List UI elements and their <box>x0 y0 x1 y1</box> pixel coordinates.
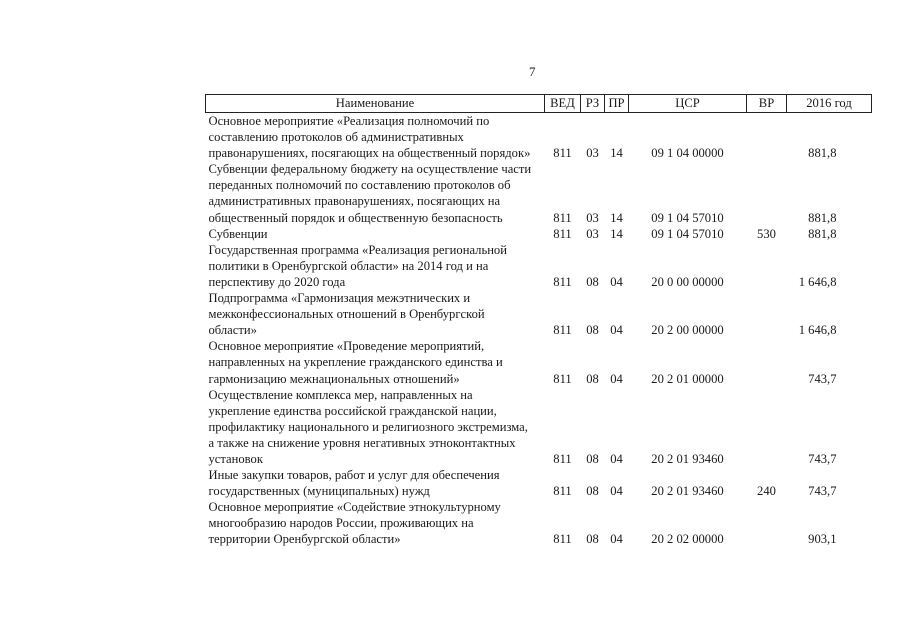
table-row <box>206 161 872 225</box>
header-year: 2016 год <box>787 95 872 113</box>
row-vr <box>747 113 787 162</box>
row-name <box>206 226 545 242</box>
row-name <box>206 387 545 467</box>
row-sum: 1 646,8 <box>798 323 837 338</box>
row-name-line: Субвенции федеральному бюджету на осуществление части <box>208 162 532 177</box>
row-name <box>206 467 545 499</box>
row-name <box>206 338 545 386</box>
row-name-line: Осуществление комплекса мер, направленных на <box>208 387 473 402</box>
row-pr: 04 <box>610 484 623 499</box>
table-row <box>206 242 872 290</box>
table-row <box>206 226 872 242</box>
row-vr <box>747 499 787 547</box>
row-pr: 04 <box>610 532 623 547</box>
header-rz: РЗ <box>581 95 605 113</box>
row-name-line: Субвенции <box>208 226 268 241</box>
row-pr: 14 <box>610 226 623 241</box>
row-ved: 811 <box>553 210 572 225</box>
row-name <box>206 242 545 290</box>
row-rz: 03 <box>586 226 599 241</box>
row-name-line: территории Оренбургской области» <box>208 532 401 547</box>
row-ved: 811 <box>553 371 572 386</box>
header-pr: ПР <box>605 95 629 113</box>
row-name-line: Основное мероприятие «Содействие этнокультурному <box>208 500 501 515</box>
row-ved: 811 <box>553 274 572 289</box>
row-name <box>206 499 545 547</box>
row-sum: 903,1 <box>808 532 837 547</box>
header-name: Наименование <box>206 95 545 113</box>
table-header-row <box>206 95 872 113</box>
row-vr <box>747 242 787 290</box>
header-ved: ВЕД <box>545 95 581 113</box>
table-row <box>206 387 872 467</box>
row-name-line: общественный порядок и общественную безопасность <box>208 210 503 225</box>
row-name <box>206 161 545 225</box>
row-name-line: административных правонарушениях, посягающих на <box>208 194 501 209</box>
row-rz: 03 <box>586 210 599 225</box>
row-rz: 08 <box>586 371 599 386</box>
row-sum: 881,8 <box>808 226 837 241</box>
row-name-line: перспективу до 2020 года <box>208 274 346 289</box>
row-name <box>206 290 545 338</box>
row-vr <box>747 387 787 467</box>
row-vr: 530 <box>757 226 776 241</box>
row-sum: 881,8 <box>808 210 837 225</box>
row-ved: 811 <box>553 226 572 241</box>
row-pr: 04 <box>610 323 623 338</box>
row-pr: 14 <box>610 146 623 161</box>
table-row <box>206 113 872 162</box>
table-row <box>206 338 872 386</box>
table-body <box>206 113 872 548</box>
row-rz: 08 <box>586 484 599 499</box>
row-ved: 811 <box>553 484 572 499</box>
row-name-line: политики в Оренбургской области» на 2014 год и на <box>208 258 489 273</box>
row-pr: 04 <box>610 274 623 289</box>
row-rz: 03 <box>586 146 599 161</box>
row-pr: 04 <box>610 451 623 466</box>
row-name-line: Основное мероприятие «Проведение мероприятий, <box>208 339 485 354</box>
row-name-line: Государственная программа «Реализация региональной <box>208 242 507 257</box>
row-rz: 08 <box>586 323 599 338</box>
row-csr: 20 0 00 00000 <box>651 274 724 289</box>
row-pr: 14 <box>610 210 623 225</box>
row-name-line: государственных (муниципальных) нужд <box>208 484 430 499</box>
row-csr: 09 1 04 00000 <box>651 146 724 161</box>
page-number: 7 <box>529 64 536 79</box>
row-vr <box>747 338 787 386</box>
budget-table <box>205 94 872 548</box>
row-vr: 240 <box>757 484 776 499</box>
row-vr <box>747 290 787 338</box>
row-name-line: области» <box>208 323 257 338</box>
row-ved: 811 <box>553 532 572 547</box>
row-ved: 811 <box>553 451 572 466</box>
row-name-line: профилактику национального и религиозного экстремизма, <box>208 419 528 434</box>
row-sum: 743,7 <box>808 484 837 499</box>
table-row <box>206 290 872 338</box>
row-vr <box>747 161 787 225</box>
row-sum: 1 646,8 <box>798 274 837 289</box>
row-ved: 811 <box>553 323 572 338</box>
header-vr: ВР <box>747 95 787 113</box>
row-name-line: правонарушениях, посягающих на общественный порядок» <box>208 146 531 161</box>
row-csr: 09 1 04 57010 <box>651 210 724 225</box>
row-sum: 743,7 <box>808 371 837 386</box>
row-name-line: Иные закупки товаров, работ и услуг для обеспечения <box>208 468 500 483</box>
row-rz: 08 <box>586 451 599 466</box>
row-pr: 04 <box>610 371 623 386</box>
row-csr: 20 2 01 93460 <box>651 451 724 466</box>
row-rz: 08 <box>586 532 599 547</box>
row-name-line: Подпрограмма «Гармонизация межэтнических и <box>208 291 471 306</box>
row-name-line: Основное мероприятие «Реализация полномочий по <box>208 114 490 128</box>
row-name-line: переданных полномочий по составлению протоколов об <box>208 178 511 193</box>
row-name-line: направленных на укрепление гражданского единства и <box>208 355 503 370</box>
row-name-line: межконфессиональных отношений в Оренбургской <box>208 307 485 322</box>
row-csr: 20 2 01 93460 <box>651 484 724 499</box>
row-ved: 811 <box>553 146 572 161</box>
table-row <box>206 467 872 499</box>
row-sum: 881,8 <box>808 146 837 161</box>
row-name <box>206 113 545 162</box>
row-csr: 20 2 00 00000 <box>651 323 724 338</box>
row-rz: 08 <box>586 274 599 289</box>
row-name-line: составлению протоколов об административных <box>208 130 464 145</box>
row-csr: 20 2 02 00000 <box>651 532 724 547</box>
header-csr: ЦСР <box>629 95 747 113</box>
row-csr: 20 2 01 00000 <box>651 371 724 386</box>
row-name-line: многообразию народов России, проживающих на <box>208 516 474 531</box>
row-name-line: гармонизацию межнациональных отношений» <box>208 371 460 386</box>
row-name-line: а также на снижение уровня негативных этноконтактных <box>208 435 516 450</box>
row-csr: 09 1 04 57010 <box>651 226 724 241</box>
table-row <box>206 499 872 547</box>
row-name-line: установок <box>208 451 263 466</box>
row-sum: 743,7 <box>808 451 837 466</box>
row-name-line: укрепление единства российской гражданской нации, <box>208 403 497 418</box>
